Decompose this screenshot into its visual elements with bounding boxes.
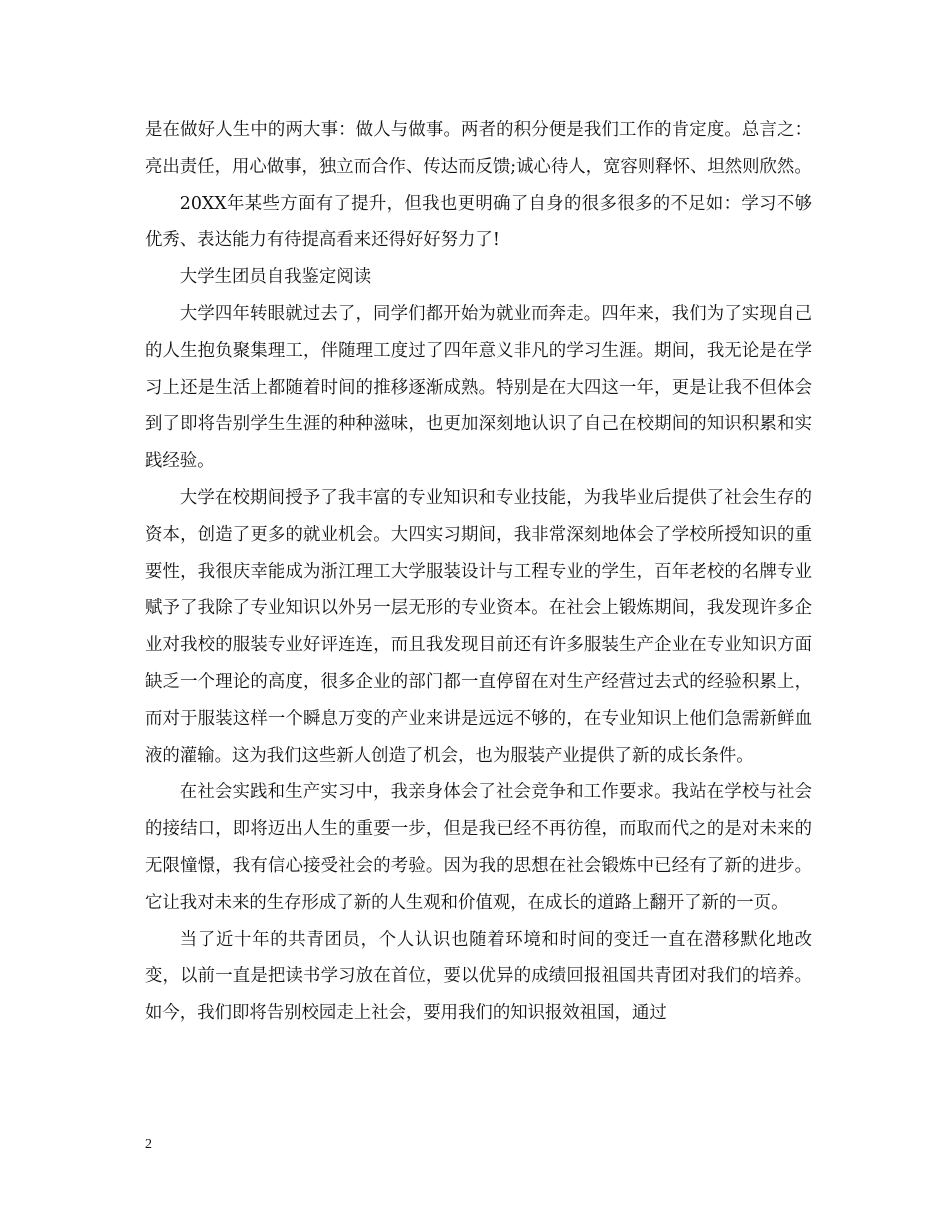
paragraph: 当了近十年的共青团员，个人认识也随着环境和时间的变迁一直在潜移默化地改变，以前一直是把读书学习放在首位，要以优异的成绩回报祖国共青团对我们的培养。如今，我们即将告别校园走上社会，要用我们的知识报效祖国，通过 (145, 929, 812, 1024)
page-number: 2 (145, 1137, 152, 1152)
paragraph: 大学四年转眼就过去了，同学们都开始为就业而奔走。四年来，我们为了实现自己的人生抱负聚集理工，伴随理工度过了四年意义非凡的学习生涯。期间，我无论是在学习上还是生活上都随着时间的推移逐渐成熟。特别是在大四这一年，更是让我不但体会到了即将告别学生生涯的种种滋味，也更加深刻地认识了自己在校期间的知识积累和实践经验。 (145, 303, 812, 472)
document-body (145, 112, 812, 1032)
paragraph: 大学在校期间授予了我丰富的专业知识和专业技能，为我毕业后提供了社会生存的资本，创造了更多的就业机会。大四实习期间，我非常深刻地体会了学校所授知识的重要性，我很庆幸能成为浙江理工大学服装设计与工程专业的学生，百年老校的名牌专业赋予了我除了专业知识以外另一层无形的专业资本。在社会上锻炼期间，我发现许多企业对我校的服装专业好评连连，而且我发现目前还有许多服装生产企业在专业知识方面缺乏一个理论的高度，很多企业的部门都一直停留在对生产经营过去式的经验积累上，而对于服装这样一个瞬息万变的产业来讲是远远不够的，在专业知识上他们急需新鲜血液的灌输。这为我们这些新人创造了机会，也为服装产业提供了新的成长条件。 (145, 487, 812, 766)
paragraph: 在社会实践和生产实习中，我亲身体会了社会竞争和工作要求。我站在学校与社会的接结口，即将迈出人生的重要一步，但是我已经不再彷徨，而取而代之的是对未来的无限憧憬，我有信心接受社会的考验。因为我的思想在社会锻炼中已经有了新的进步。它让我对未来的生存形成了新的人生观和价值观，在成长的道路上翻开了新的一页。 (145, 782, 812, 913)
paragraph: 20XX年某些方面有了提升，但我也更明确了自身的很多很多的不足如：学习不够优秀、表达能力有待提高看来还得好好努力了! (145, 193, 812, 251)
paragraph-continuation: 是在做好人生中的两大事：做人与做事。两者的积分便是我们工作的肯定度。总言之：亮出责任，用心做事，独立而合作、传达而反馈;诚心待人，宽容则释怀、坦然则欣然。 (145, 120, 812, 177)
section-heading: 大学生团员自我鉴定阅读 (179, 267, 372, 288)
